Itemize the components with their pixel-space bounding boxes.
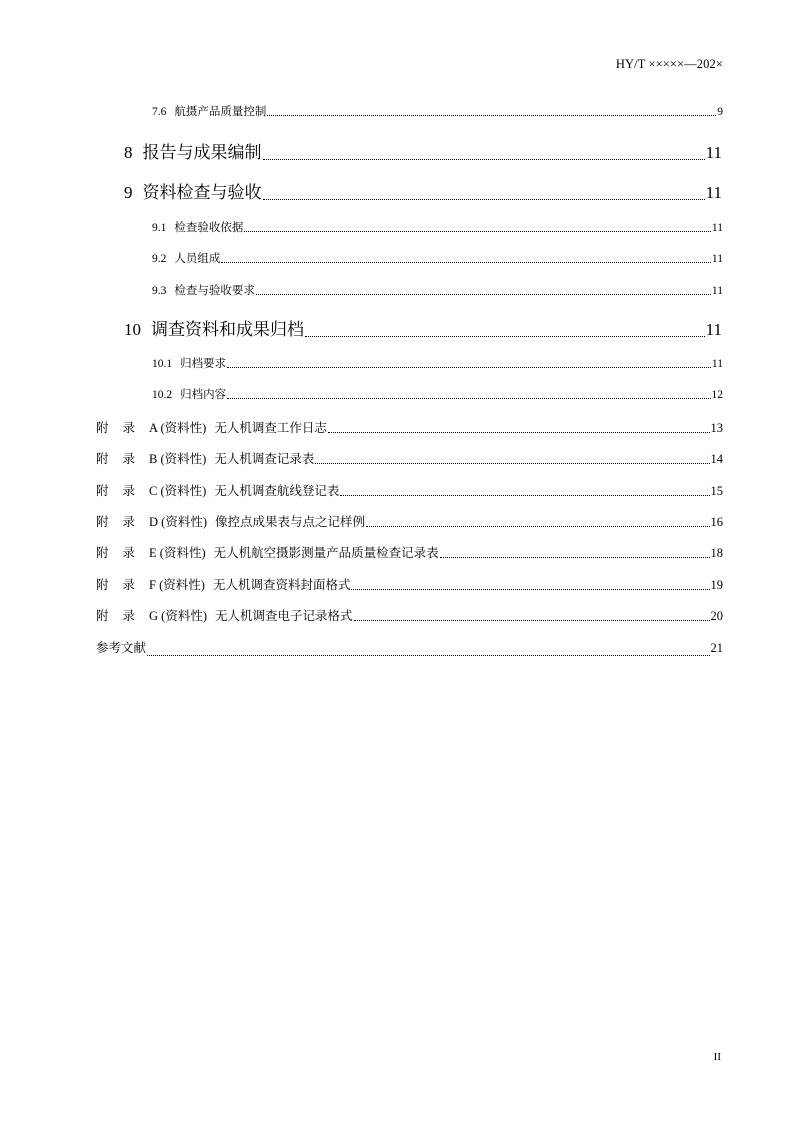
toc-entry-9-2[interactable] xyxy=(152,250,723,266)
appendix-page: 14 xyxy=(710,452,723,466)
appendix-prefix: 录 xyxy=(122,609,136,623)
appendix-label: C (资料性) xyxy=(149,484,207,498)
dot-leader xyxy=(227,398,710,399)
toc-entry-page: 9 xyxy=(717,106,723,118)
appendix-title: 无人机航空摄影测量产品质量检查记录表 xyxy=(213,546,439,560)
toc-references[interactable] xyxy=(96,638,723,656)
toc-entry-title: 调查资料和成果归档 xyxy=(151,320,304,339)
appendix-page: 13 xyxy=(710,421,723,435)
toc-entry-number: 9.1 xyxy=(152,222,167,234)
toc-appendix-c[interactable] xyxy=(96,481,723,499)
appendix-label: E (资料性) xyxy=(149,546,206,560)
dot-leader xyxy=(221,262,711,263)
dot-leader xyxy=(340,495,709,496)
toc-entry-number: 7.6 xyxy=(152,106,167,118)
toc-entry-10-2[interactable] xyxy=(152,386,723,402)
appendix-prefix: 附 xyxy=(96,452,109,466)
dot-leader xyxy=(244,231,711,232)
appendix-label: G (资料性) xyxy=(149,609,208,623)
toc-entry-8[interactable] xyxy=(124,138,722,163)
toc-entry-title: 资料检查与验收 xyxy=(142,183,262,202)
dot-leader xyxy=(256,294,711,295)
appendix-label: F (资料性) xyxy=(149,578,205,592)
toc-entry-number: 9 xyxy=(124,183,133,202)
appendix-prefix: 录 xyxy=(122,421,136,435)
appendix-page: 18 xyxy=(710,546,723,560)
appendix-prefix: 录 xyxy=(122,546,136,560)
appendix-page: 19 xyxy=(710,578,723,592)
dot-leader xyxy=(315,463,709,464)
appendix-page: 20 xyxy=(710,609,723,623)
toc-entry-page: 12 xyxy=(711,389,723,401)
toc-entry-9-3[interactable] xyxy=(152,282,723,298)
appendix-label: B (资料性) xyxy=(149,452,207,466)
toc-entry-page: 11 xyxy=(711,222,723,234)
toc-appendix-b[interactable] xyxy=(96,449,723,467)
toc-entry-title: 航摄产品质量控制 xyxy=(174,106,267,118)
references-page: 21 xyxy=(710,641,723,655)
toc-entry-9[interactable] xyxy=(124,178,722,203)
appendix-title: 像控点成果表与点之记样例 xyxy=(215,515,366,529)
dot-leader xyxy=(147,655,709,656)
appendix-prefix: 附 xyxy=(96,609,109,623)
appendix-title: 无人机调查资料封面格式 xyxy=(212,578,351,592)
toc-entry-title: 人员组成 xyxy=(174,253,221,265)
dot-leader xyxy=(263,199,705,200)
appendix-prefix: 附 xyxy=(96,578,109,592)
appendix-page: 16 xyxy=(710,515,723,529)
toc-appendix-a[interactable] xyxy=(96,418,723,436)
appendix-prefix: 附 xyxy=(96,546,109,560)
page-number: II xyxy=(713,1051,721,1063)
dot-leader xyxy=(351,589,709,590)
dot-leader xyxy=(305,336,705,337)
dot-leader xyxy=(354,620,710,621)
toc-appendix-d[interactable] xyxy=(96,512,723,530)
toc-entry-number: 9.3 xyxy=(152,285,167,297)
references-title: 参考文献 xyxy=(96,641,147,655)
appendix-prefix: 录 xyxy=(122,578,136,592)
appendix-label: D (资料性) xyxy=(149,515,208,529)
toc-entry-title: 归档要求 xyxy=(180,358,227,370)
appendix-page: 15 xyxy=(710,484,723,498)
toc-entry-page: 11 xyxy=(705,143,722,162)
appendix-prefix: 附 xyxy=(96,421,109,435)
toc-entry-title: 报告与成果编制 xyxy=(142,143,262,162)
appendix-prefix: 录 xyxy=(122,515,136,529)
appendix-prefix: 录 xyxy=(122,452,136,466)
toc-entry-title: 归档内容 xyxy=(180,389,227,401)
appendix-title: 无人机调查航线登记表 xyxy=(214,484,340,498)
appendix-prefix: 录 xyxy=(122,484,136,498)
toc-entry-page: 11 xyxy=(705,183,722,202)
toc-entry-9-1[interactable] xyxy=(152,219,723,235)
dot-leader xyxy=(440,557,710,558)
toc-entry-number: 10.2 xyxy=(152,389,173,401)
toc-entry-number: 9.2 xyxy=(152,253,167,265)
toc-appendix-g[interactable] xyxy=(96,606,723,624)
toc-entry-page: 11 xyxy=(705,320,722,339)
toc-appendix-e[interactable] xyxy=(96,543,723,561)
toc-entry-number: 10.1 xyxy=(152,358,173,370)
toc-entry-10[interactable] xyxy=(124,315,722,340)
toc-entry-title: 检查验收依据 xyxy=(174,222,244,234)
toc-entry-7-6[interactable] xyxy=(152,103,723,119)
appendix-title: 无人机调查记录表 xyxy=(214,452,315,466)
appendix-label: A (资料性) xyxy=(149,421,207,435)
dot-leader xyxy=(328,432,710,433)
toc-entry-page: 11 xyxy=(711,285,723,297)
toc-entry-page: 11 xyxy=(711,358,723,370)
toc-entry-10-1[interactable] xyxy=(152,355,723,371)
toc-appendix-f[interactable] xyxy=(96,575,723,593)
toc-entry-number: 8 xyxy=(124,143,133,162)
dot-leader xyxy=(227,367,711,368)
appendix-title: 无人机调查工作日志 xyxy=(214,421,327,435)
toc-entry-page: 11 xyxy=(711,253,723,265)
toc-entry-title: 检查与验收要求 xyxy=(174,285,255,297)
document-code: HY/T ×××××—202× xyxy=(615,57,723,71)
dot-leader xyxy=(263,159,705,160)
dot-leader xyxy=(267,115,716,116)
dot-leader xyxy=(366,526,709,527)
appendix-title: 无人机调查电子记录格式 xyxy=(215,609,353,623)
appendix-prefix: 附 xyxy=(96,484,109,498)
toc-entry-number: 10 xyxy=(124,320,141,339)
appendix-prefix: 附 xyxy=(96,515,109,529)
